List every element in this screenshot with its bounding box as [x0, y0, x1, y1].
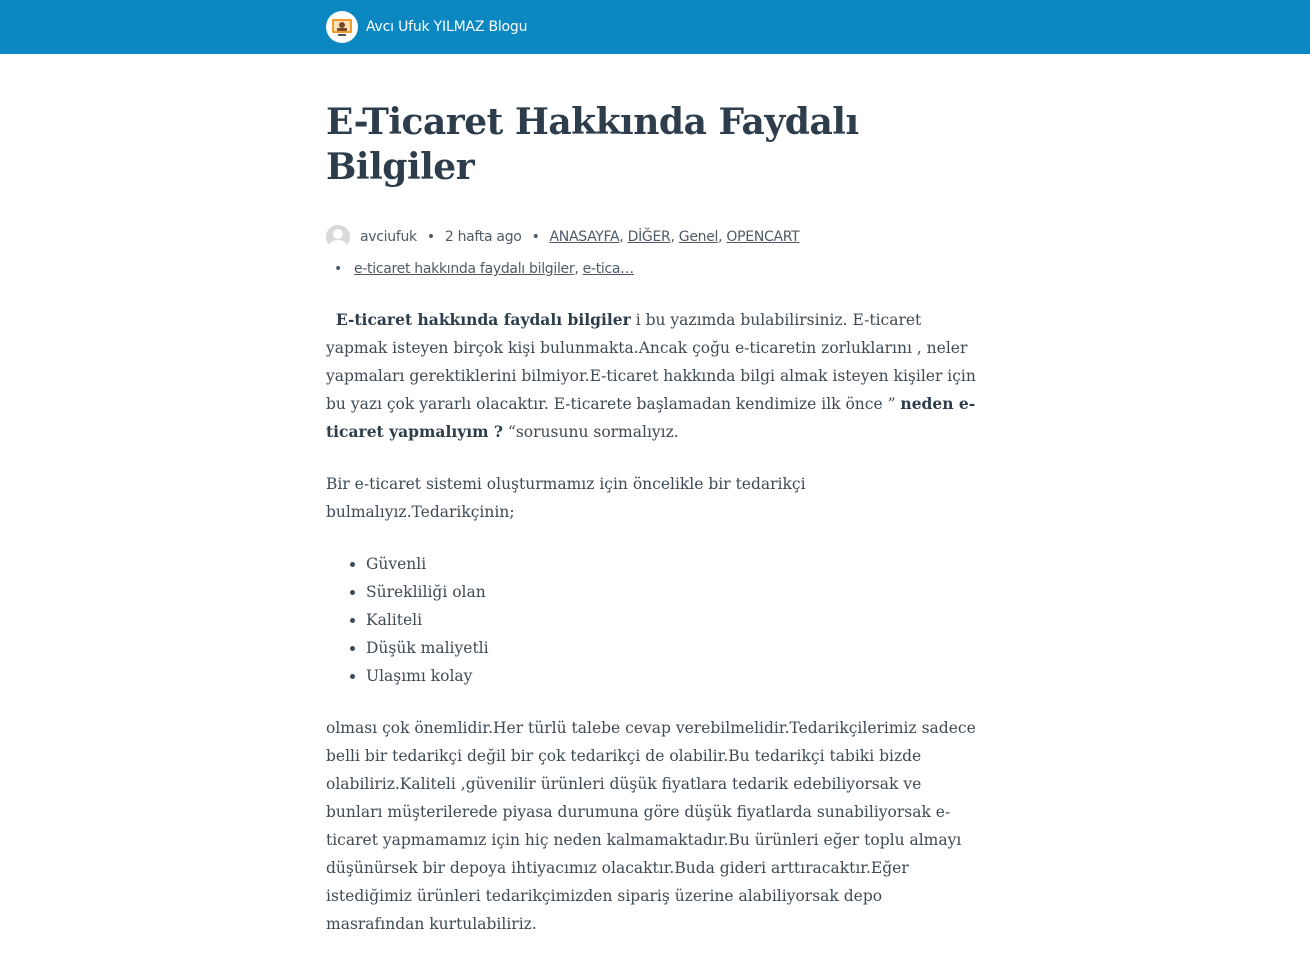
- site-title: Avcı Ufuk YILMAZ Blogu: [366, 19, 528, 35]
- post-body: [326, 306, 976, 938]
- intro-text-end: “sorusunu sormalıyız.: [503, 423, 679, 441]
- comma: ,: [619, 229, 624, 245]
- post-date: 2 hafta ago: [444, 229, 522, 245]
- comma: ,: [718, 229, 723, 245]
- list-item: • Güvenli: [366, 550, 976, 578]
- category-link-anasayfa[interactable]: ANASAYFA: [549, 229, 620, 245]
- intro-text: i bu yazımda bulabilirsiniz. E-ticaret yapmak isteyen birçok kişi bulunmakta.Ancak çoğu e-ticaretin zorluklarını , neler yapmaları gerektiklerini bilmiyor.E-ticaret hakkında bilgi almak isteyen kişiler için bu yazı çok yararlı olacaktır. E-ticarete başlamadan kendimize ilk önce ”: [326, 311, 976, 413]
- category-link-opencart[interactable]: OPENCART: [726, 229, 800, 245]
- author-avatar[interactable]: [326, 225, 350, 249]
- post-meta: [326, 224, 976, 282]
- site-header: [0, 0, 1310, 54]
- tag-link[interactable]: e-ticaret hakkında faydalı bilgiler: [353, 261, 575, 277]
- meta-separator: •: [531, 229, 540, 245]
- author-name[interactable]: avciufuk: [360, 229, 417, 245]
- meta-separator: •: [334, 261, 342, 277]
- list-item: • Kaliteli: [366, 606, 976, 634]
- post-content: [326, 100, 976, 962]
- comma: ,: [574, 261, 579, 277]
- site-brand-link[interactable]: [326, 11, 527, 43]
- post-tags-row: [326, 256, 976, 282]
- tag-link-truncated[interactable]: e-tica…: [582, 261, 634, 277]
- list-item: • Sürekliliği olan: [366, 578, 976, 606]
- category-link-genel[interactable]: Genel: [678, 229, 719, 245]
- blog-logo-icon: [326, 11, 358, 43]
- intro-bold: E-ticaret hakkında faydalı bilgiler: [335, 310, 631, 329]
- paragraph-3: olması çok önemlidir.Her türlü talebe cevap verebilmelidir.Tedarikçilerimiz sadece belli bir tedarikçi değil bir çok tedarikçi de olabilir.Bu tedarikçi tabiki bizde olabiliriz.Kaliteli ,güvenilir ürünleri düşük fiyatlara tedarik edebiliyorsak ve bunları müşterilerede piyasa durumuna göre düşük fiyatlarda sunabiliyorsak e-ticaret yapmamamız için hiç neden kalmamaktadır.Bu ürünleri eğer toplu almayı düşünürsek bir depoya ihtiyacımız olacaktır.Buda gideri arttıracaktır.Eğer istediğimiz ürünleri tedarikçimizden sipariş üzerine alabiliyorsak depo masrafından kurtulabiliriz.: [326, 719, 976, 933]
- list-item: • Ulaşımı kolay: [366, 662, 976, 690]
- intro-paragraph: [326, 306, 976, 446]
- meta-separator: •: [426, 229, 435, 245]
- comma: ,: [670, 229, 675, 245]
- supplier-qualities-list: [326, 550, 976, 690]
- paragraph-2: Bir e-ticaret sistemi oluşturmamız için öncelikle bir tedarikçi bulmalıyız.Tedarikçinin;: [326, 475, 806, 521]
- intro-question: neden e-ticaret yapmalıyım ?: [326, 394, 976, 441]
- list-item: • Düşük maliyetli: [366, 634, 976, 662]
- post-meta-row: [326, 224, 976, 250]
- post-title: E-Ticaret Hakkında Faydalı Bilgiler: [326, 101, 859, 188]
- category-link-diger[interactable]: DİĞER: [627, 229, 671, 245]
